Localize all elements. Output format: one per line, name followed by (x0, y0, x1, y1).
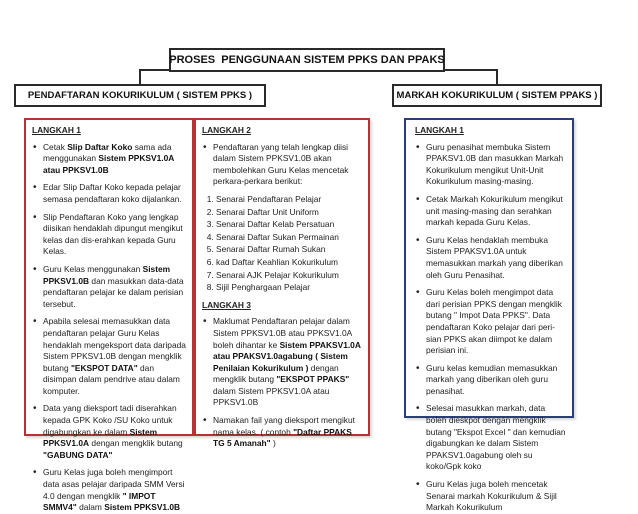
list-item: 8. Sijil Penghargaan Pelajar (216, 282, 362, 294)
list-item-text: dalam (76, 502, 105, 513)
connector-line (139, 69, 169, 71)
list-item-text: Guru Kelas juga boleh mencetak Senarai markah Kokurikulum & Sijil Markah Kokurikulum (426, 479, 557, 513)
list-item (415, 363, 566, 398)
list-item-text: dan masukkan data-data pendaftaran pelajar ke dalam perisian tersebut. (43, 275, 184, 309)
panel-langkah-1-ppks (24, 118, 194, 513)
list-item-text: Guru Kelas menggunakan (43, 263, 143, 274)
list-item (32, 212, 186, 258)
list-item (32, 182, 186, 205)
connector-line (444, 69, 498, 71)
list-item-text: Sistem PPKSV1.0B (104, 502, 181, 513)
list-item (415, 287, 566, 357)
list-item (202, 415, 362, 450)
step-list (202, 316, 362, 450)
list-item-text: Namakan fail yang dieksport mengikut nama kelas. ( contoh (213, 415, 355, 437)
list-item-text: Apabila selesai memasukkan data pendaftaran pelajar Guru Kelas hendaklah mengeksport data daripada Sistem PPKSV1.0B dengan mengklik butang (43, 316, 186, 373)
list-item (32, 264, 186, 310)
list-item-text: Cetak (43, 141, 68, 152)
list-item-text: " IMPOT SMMV4" (43, 490, 156, 513)
list-item: 3. Senarai Daftar Kelab Persatuan (216, 219, 362, 231)
list-item-text: "Daftar PPAKS TG 5 Amanah" (213, 426, 352, 449)
list-item: 2. Senarai Daftar Unit Uniform (216, 207, 362, 219)
list-item (415, 235, 566, 281)
list-item-text: Guru Kelas juga boleh mengimport data asas pelajar daripada SMM Versi 4.0 dengan mengklik (43, 467, 185, 501)
list-item-text: Data yang dieksport tadi diserahkan kepada GPK Koko /SU Koko untuk digabungkan ke dalam (43, 403, 177, 437)
list-item-text: Edar Slip Daftar Koko kepada pelajar semasa pendaftaran koko dijalankan. (43, 182, 182, 204)
list-item: 5. Senarai Daftar Rumah Sukan (216, 244, 362, 256)
list-item-text: Slip Daftar Koko (67, 141, 133, 152)
panel-heading: LANGKAH 1 (32, 125, 81, 135)
list-item (415, 403, 566, 473)
list-item-text: Guru penasihat membuka Sistem PPAKSV1.0B dan masukkan Markah Kokurikulum mengikut Unit-Unit Kokurikulum masing-masing. (426, 141, 564, 187)
step-list (32, 142, 186, 514)
list-item-text: Sistem PPKSV1.0B (43, 263, 171, 286)
list-item-text: Guru Kelas hendaklah membuka Sistem PPAKSV1.0A untuk memasukkan markah yang diberikan oleh Guru Penasihat. (426, 234, 563, 280)
list-item-text: ) (270, 438, 276, 449)
page-title (169, 48, 445, 72)
list-item-text: Slip Pendaftaran Koko yang lengkap diisikan hendaklah dipungut mengikut kelas dan dis-erahkan kepada Guru Kelas. (43, 211, 183, 257)
list-item (415, 194, 566, 229)
list-item: 6. kad Daftar Keahlian Kokurikulum (216, 257, 362, 269)
list-item-text: Sistem PPAKSV1.0A atau PPAKSV1.0agabung ( Sistem Penilaian Kokurikulum ) (213, 339, 361, 373)
panel-heading: LANGKAH 1 (415, 125, 464, 135)
list-item (32, 316, 186, 397)
list-item-text: sama ada menggunakan (43, 141, 172, 164)
step-list (415, 142, 566, 514)
page-title-text: PROSES PENGGUNAAN SISTEM PPKS DAN PPAKS (169, 54, 445, 66)
list-item (415, 142, 566, 188)
list-item (202, 316, 362, 409)
list-item (32, 403, 186, 461)
list-item-text: "EKSPOT DATA" (70, 362, 138, 373)
list-item-text: Selesai masukkan markah, data boleh dieskpot dengan mengklik butang "Ekspot Excel " dan kemudian digabungkan ke dalam Sistem PPAKSV1.0agabung oleh su koko/Gpk koko (426, 403, 566, 472)
list-item-text: dan disimpan dalam pendrive atau dalam komputer. (43, 362, 180, 396)
list-item-text: Maklumat Pendaftaran pelajar dalam Sistem PPKSV1.0B atau PPKSV1.0A boleh dihantar ke (213, 316, 352, 350)
list-item-text: "EKSPOT PPAKS" (276, 374, 350, 385)
langkah-2-intro: • Pendaftaran yang telah lengkap diisi dalam Sistem PPKSV1.0B akan membolehkan Guru Kelas mencetak perkara-perkara berikut: (202, 142, 362, 188)
list-item-text: Sistem PPKSV1.0A atau PPKSV1.0B (43, 153, 174, 175)
list-item-text: "GABUNG DATA" (43, 449, 113, 460)
list-item (32, 467, 186, 513)
list-item-text: Cetak Markah Kokurikulum mengikut unit masing-masing dan serahkan markah kepada Guru Kelas. (426, 193, 563, 228)
list-item: 7. Senarai AJK Pelajar Kokurikulum (216, 270, 362, 282)
list-item-text: dengan mengklik butang (89, 438, 183, 449)
list-item (32, 142, 186, 177)
list-item (415, 479, 566, 514)
right-header-text: MARKAH KOKURIKULUM ( SISTEM PPAKS ) (396, 90, 598, 101)
left-header-text: PENDAFTARAN KOKURIKULUM ( SISTEM PPKS ) (27, 90, 253, 101)
panel-heading: LANGKAH 2 (202, 125, 251, 135)
list-item-text: Sistem PPKSV1.0A (43, 426, 158, 449)
list-item-text: dalam Sistem PPKSV1.0A atau PPKSV1.0B (213, 385, 330, 408)
list-item-text: Guru Kelas boleh mengimpot data dari perisian PPKS dengan mengklik butang " Impot Data PPKS". Data pendaftaran Koko pelajar dari peri-sian PPKS akan diimpot ke dalam perisian ini. (426, 287, 562, 356)
list-item: 1. Senarai Pendaftaran Pelajar (216, 194, 362, 206)
list-item: 4. Senarai Daftar Sukan Permainan (216, 232, 362, 244)
panel-heading-2: LANGKAH 3 (202, 299, 251, 310)
list-item-text: Guru kelas kemudian memasukkan markah yang diberikan oleh guru penasihat. (426, 362, 558, 396)
panel-langkah-2-3-ppks (194, 118, 370, 449)
right-header (392, 84, 602, 107)
print-list (202, 194, 362, 294)
left-header (14, 84, 266, 107)
list-item-text: dengan mengklik butang (213, 362, 339, 385)
panel-langkah-1-ppaks (404, 118, 574, 513)
